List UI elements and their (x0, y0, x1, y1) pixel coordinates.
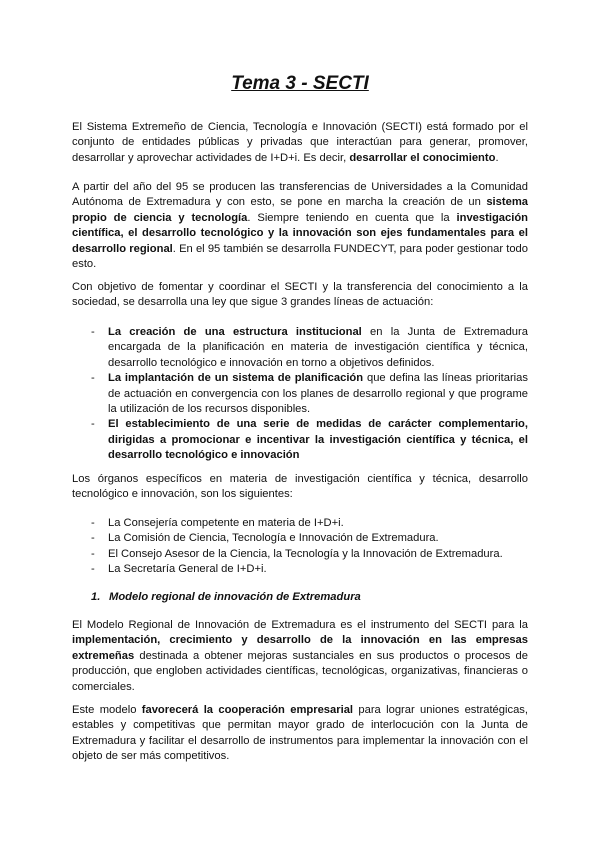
text-span: que defina las líneas prioritarias de actuación en convergencia con los planes de desarrollo regional y que programe la utilización de los recursos disponibles. (108, 372, 528, 416)
text-span: para lograr uniones estratégicas, estables y competitivas que permitan mayor grado de interlocución con la Junta de Extremadura y facilitar el desarrollo de instrumentos para implementar la innovación con el objeto de ser más competitivos. (72, 704, 529, 763)
section-title: Modelo regional de innovación de Extremadura (109, 591, 361, 603)
text-span: Este modelo (72, 704, 142, 716)
list-item (72, 371, 528, 417)
history-paragraph (72, 180, 528, 272)
text-span: destinada a obtener mejoras sustanciales en sus productos o procesos de producción, que engloben actividades científicas, tecnológicas, organizativas, financieras o comerciales. (72, 649, 528, 693)
list-item (72, 325, 528, 371)
page-title: Tema 3 - SECTI (231, 73, 369, 94)
cooperation-paragraph (72, 703, 528, 765)
law-paragraph: Con objetivo de fomentar y coordinar el SECTI y la transferencia del conocimiento a la sociedad, se desarrolla una ley que sigue 3 grandes líneas de actuación: (72, 281, 528, 309)
bold-text: La creación de una estructura institucional (108, 326, 362, 338)
list-item (72, 417, 528, 463)
text-span: El Sistema Extremeño de Ciencia, Tecnología e Innovación (SECTI) está formado por el conjunto de entidades públicas y privadas que interactúan para generar, promover, desarrollar y aprovechar actividades de I+D+i. Es decir, (72, 121, 528, 164)
organs-list (72, 516, 528, 578)
bold-text: La implantación de un sistema de planificación (108, 372, 364, 385)
list-item: - El Consejo Asesor de la Ciencia, la Tecnología y la Innovación de Extremadura. (72, 547, 528, 562)
bold-text: favorecerá la cooperación empresarial (141, 704, 354, 716)
bold-text: sistema propio de ciencia y tecnología (72, 196, 528, 224)
organs-paragraph: Los órganos específicos en materia de investigación científica y técnica, desarrollo tecnológico e innovación, son los siguientes: (72, 473, 528, 501)
section-number: 1. (91, 591, 101, 603)
text-span: . (495, 151, 499, 164)
text-span: A partir del año del 95 se producen las transferencias de Universidades a la Comunidad Autónoma de Extremadura y con esto, se pone en marcha la creación de un (72, 181, 528, 209)
bold-text: implementación, crecimiento y desarrollo de la innovación en las empresas extremeñas (72, 634, 528, 662)
list-item: - La Comisión de Ciencia, Tecnología e Innovación de Extremadura. (72, 531, 528, 546)
text-span: . En el 95 también se desarrolla FUNDECYT, para poder gestionar todo esto. (72, 242, 528, 271)
section-heading (72, 590, 528, 605)
intro-paragraph (72, 120, 528, 166)
list-item: - La Secretaría General de I+D+i. (72, 562, 528, 577)
text-span: en la Junta de Extremadura encargada de la planificación en materia de investigación científica y técnica, desarrollo tecnológico e innovación en torno a objetivos definidos. (108, 326, 528, 369)
action-lines-list (72, 325, 528, 464)
bold-text: desarrollar el conocimiento (349, 151, 496, 164)
text-span: El Modelo Regional de Innovación de Extremadura es el instrumento del SECTI para la (72, 619, 528, 631)
text-span: . Siempre teniendo en cuenta que la (247, 211, 457, 224)
bold-text: El establecimiento de una serie de medidas de carácter complementario, dirigidas a promocionar e incentivar la investigación científica y técnica, el desarrollo tecnológico e innovación (108, 418, 528, 462)
bold-text: investigación científica, el desarrollo tecnológico y la innovación son ejes fundamentales para el desarrollo regional (72, 211, 528, 255)
list-item: - La Consejería competente en materia de I+D+i. (72, 516, 528, 531)
model-paragraph (72, 618, 528, 695)
